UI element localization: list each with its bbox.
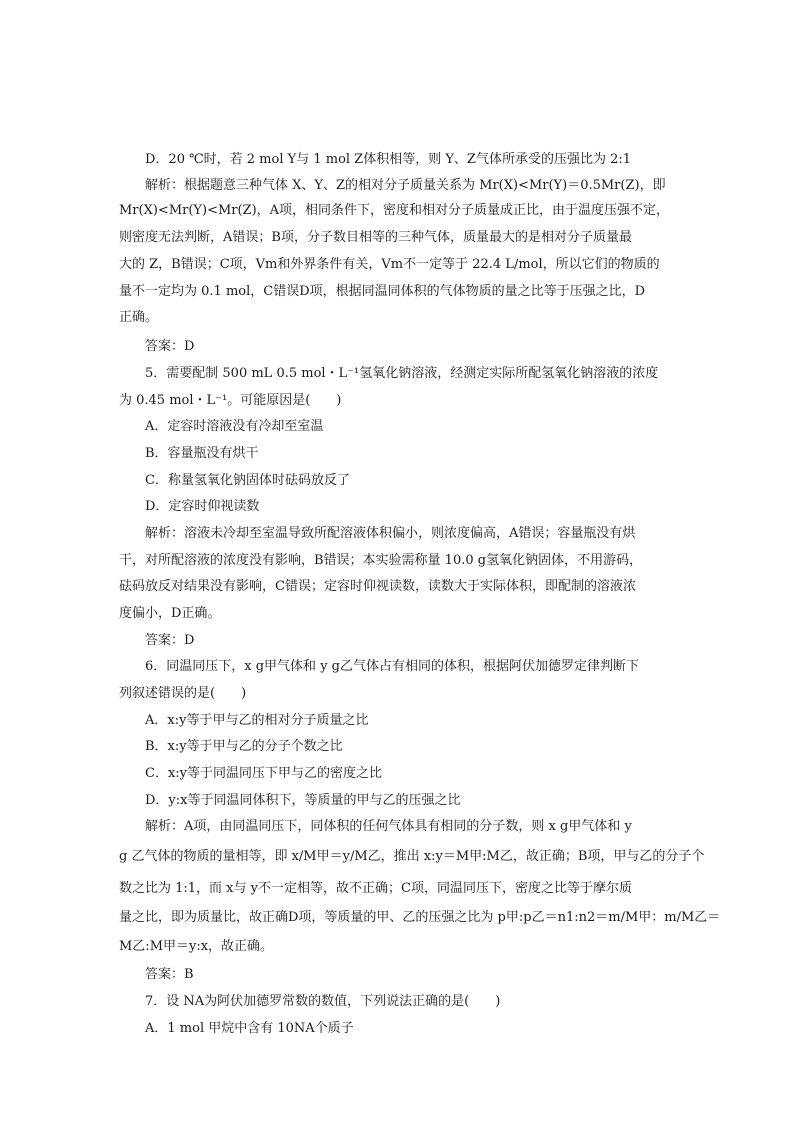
q5-option-b: B．容量瓶没有烘干 — [145, 446, 259, 461]
q4-answer: 答案：D — [145, 339, 195, 354]
q6-stem-line: 6．同温同压下，x g甲气体和 y g乙气体占有相同的体积，根据阿伏加德罗定律判断下 — [145, 659, 639, 674]
q5-answer: 答案：D — [145, 633, 195, 648]
q5-analysis-line: 干，对所配溶液的浓度没有影响，B错误；本实验需称量 10.0 g氢氧化钠固体，不用游码， — [119, 553, 643, 568]
q6-answer: 答案：B — [145, 967, 194, 982]
q4-analysis-line: 正确。 — [119, 310, 159, 325]
q5-analysis-line: 度偏小，D正确。 — [119, 606, 221, 621]
q5-option-a: A．定容时溶液没有冷却至室温 — [145, 419, 324, 434]
q5-analysis-line: 解析：溶液未冷却至室温导致所配溶液体积偏小，则浓度偏高，A错误；容量瓶没有烘 — [145, 526, 636, 541]
q6-analysis-line: g 乙气体的物质的量相等，即 x/M甲＝y/M乙，推出 x:y＝M甲:M乙，故正确；B项，甲与乙的分子个 — [119, 849, 705, 864]
q6-option-c: C．x:y等于同温同压下甲与乙的密度之比 — [145, 766, 383, 781]
q5-analysis-line: 砝码放反对结果没有影响，C错误；定容时仰视读数，读数大于实际体积，即配制的溶液浓 — [119, 579, 636, 594]
q6-stem-line: 列叙述错误的是( ) — [119, 686, 247, 701]
q5-stem-line: 为 0.45 mol・L⁻¹。可能原因是( ) — [119, 393, 342, 408]
q4-analysis-line: 大的 Z，B错误；C项，Vm和外界条件有关，Vm不一定等于 22.4 L/mol，所以它们的物质的 — [119, 257, 660, 272]
q4-analysis-line: 则密度无法判断，A错误；B项，分子数目相等的三种气体，质量最大的是相对分子质量最 — [119, 230, 632, 245]
q4-analysis-line: Mr(X)<Mr(Y)<Mr(Z)，A项，相同条件下，密度和相对分子质量成正比，由于温度压强不定， — [119, 203, 670, 218]
q6-analysis-line: M乙:M甲＝y:x，故正确。 — [119, 939, 274, 954]
q6-analysis-line: 量之比，即为质量比，故正确D项，等质量的甲、乙的压强之比为 p甲:p乙＝n1:n2＝m/M甲：m/M乙＝ — [119, 910, 721, 925]
q6-analysis-line: 解析：A项，由同温同压下，同体积的任何气体具有相同的分子数，则 x g甲气体和 y — [145, 819, 632, 834]
q7-stem: 7．设 NA为阿伏加德罗常数的数值，下列说法正确的是( ) — [145, 994, 501, 1009]
q6-option-d: D．y:x等于同温同体积下，等质量的甲与乙的压强之比 — [145, 793, 461, 808]
q4-analysis-line: 量不一定均为 0.1 mol，C错误D项，根据同温同体积的气体物质的量之比等于压强之比，D — [119, 284, 646, 299]
q5-option-c: C．称量氢氧化钠固体时砝码放反了 — [145, 473, 350, 488]
q4-option-d: D．20 ℃时，若 2 mol Y与 1 mol Z体积相等，则 Y、Z气体所承受的压强比为 2:1 — [145, 152, 632, 167]
q6-option-b: B．x:y等于甲与乙的分子个数之比 — [145, 739, 343, 754]
q5-option-d: D．定容时仰视读数 — [145, 499, 260, 514]
q7-option-a: A．1 mol 甲烷中含有 10NA个质子 — [145, 1021, 354, 1036]
q6-analysis-line: 数之比为 1:1，而 x与 y不一定相等，故不正确；C项，同温同压下，密度之比等于摩尔质 — [119, 881, 632, 896]
q5-stem-line: 5．需要配制 500 mL 0.5 mol・L⁻¹氢氧化钠溶液，经测定实际所配氢氧化钠溶液的浓度 — [145, 366, 659, 381]
q4-analysis-line: 解析：根据题意三种气体 X、Y、Z的相对分子质量关系为 Mr(X)<Mr(Y)＝0.5Mr(Z)，即 — [145, 178, 666, 193]
q6-option-a: A．x:y等于甲与乙的相对分子质量之比 — [145, 713, 369, 728]
